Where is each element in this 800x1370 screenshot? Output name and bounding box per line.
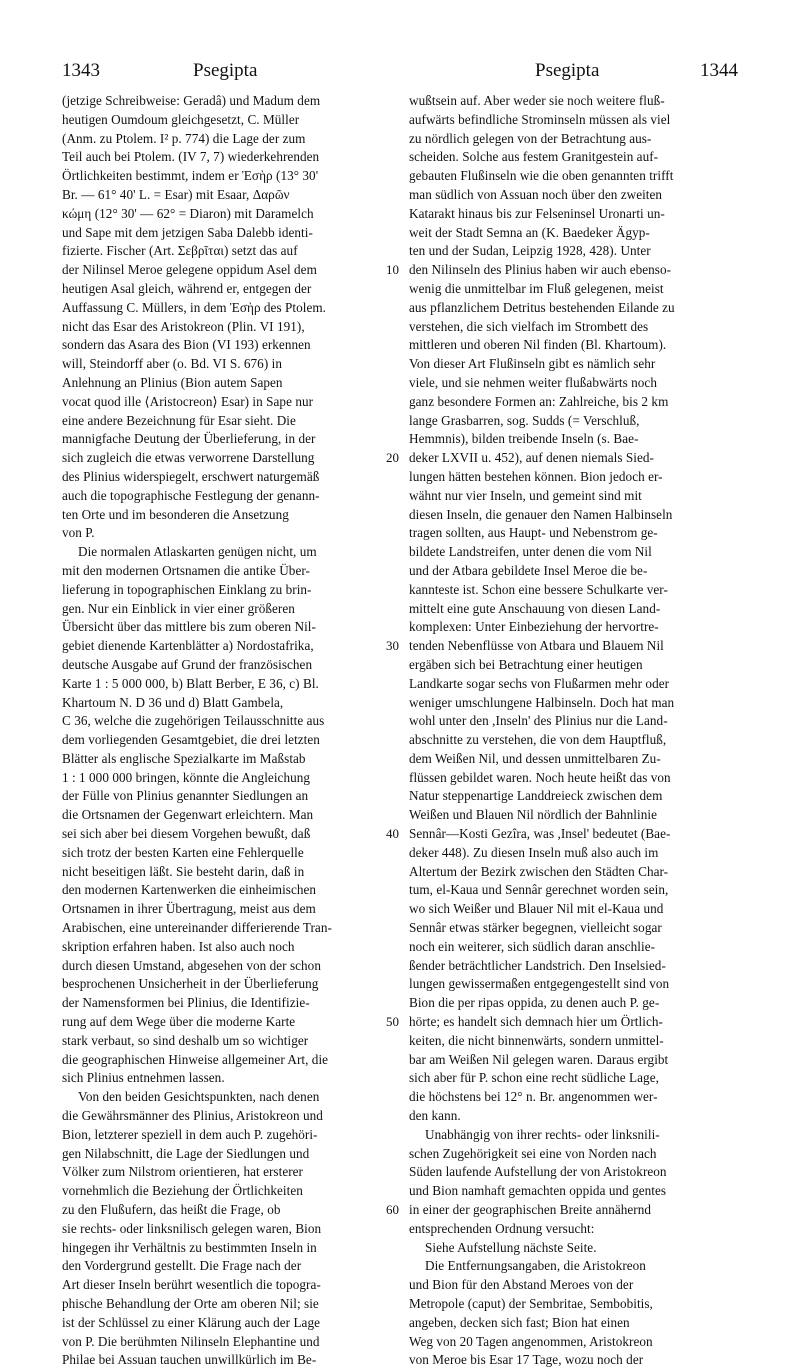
page-header — [62, 60, 738, 86]
text-line: nicht beseitigen läßt. Sie besteht darin, daß in — [62, 863, 305, 879]
text-line: der Namensformen bei Plinius, die Identifizie- — [62, 995, 310, 1011]
text-line: den kann. — [409, 1108, 461, 1124]
text-line: hörte; es handelt sich demnach hier um Örtlich- — [409, 1014, 663, 1030]
text-line: mannigfache Deutung der Überlieferung, in der — [62, 431, 316, 447]
left-running-title: Psegipta — [193, 60, 258, 81]
right-column-number: 1344 — [700, 60, 738, 81]
text-line: sich Plinius entnehmen lassen. — [62, 1070, 225, 1086]
text-line: Sennâr—Kosti Gezîra, was ,Insel' bedeutet (Bae- — [409, 826, 671, 842]
text-line: Metropole (caput) der Sembritae, Sembobitis, — [409, 1296, 653, 1311]
text-line: Übersicht über das mittlere bis zum oberen Nil- — [62, 619, 316, 635]
text-line: Landkarte sogar sechs von Flußarmen mehr oder — [409, 675, 670, 691]
text-line: sondern das Asara des Bion (VI 193) erkennen — [62, 337, 311, 353]
text-line: aufwärts befindliche Strominseln müssen als viel — [409, 111, 671, 127]
text-line: vocat quod ille ⟨Aristocreon⟩ Esar) in Sape nur — [62, 393, 314, 409]
text-line: nicht das Esar des Aristokreon (Plin. VI 191), — [62, 318, 305, 334]
text-line: Arabischen, eine untereinander differierende Tran- — [62, 920, 332, 936]
text-line: wo sich Weißer und Blauer Nil mit el-Kaua und — [409, 901, 664, 917]
text-line: sich aber für P. schon eine recht südliche Lage, — [409, 1070, 659, 1086]
text-line: die Ortsnamen der Gegenwart erleichtern. Man — [62, 807, 314, 823]
line-number: 30 — [386, 638, 399, 654]
text-line: (jetzige Schreibweise: Geradâ) und Madum dem — [62, 93, 321, 108]
text-line: 1 : 1 000 000 bringen, könnte die Angleichung — [62, 769, 311, 785]
text-line: eine andere Bezeichnung für Esar sieht. Die — [62, 412, 296, 428]
text-line: sich zugleich die etwas verworrene Darstellung — [62, 450, 315, 466]
text-line: den modernen Kartenwerken die einheimischen — [62, 882, 317, 898]
text-line: lungen gewissermaßen entgegengestellt sind von — [409, 976, 670, 992]
text-line: tum, el-Kaua und Sennâr gerechnet worden sein, — [409, 882, 669, 898]
text-line: ßender beträchtlicher Landstrich. Den Inselsied- — [409, 957, 666, 973]
text-line: gebauten Flußinseln wie die oben genannten trifft — [409, 168, 674, 184]
text-line: zu nördlich gelegen von der Betrachtung aus- — [409, 130, 652, 146]
text-line: bildete Landstreifen, unter denen die vom Nil — [409, 544, 652, 560]
text-line: gen. Nur ein Einblick in vier einer größeren — [62, 600, 295, 616]
text-line: von Meroe bis Esar 17 Tage, wozu noch der — [409, 1352, 644, 1368]
text-line: mit den modernen Ortsnamen die antike Über- — [62, 562, 310, 578]
text-line: deutsche Ausgabe auf Grund der französischen — [62, 656, 313, 672]
text-line: Katarakt hinaus bis zur Felseninsel Uronarti un- — [409, 205, 665, 221]
text-line: Philae bei Assuan tauchen unwillkürlich im Be- — [62, 1352, 317, 1368]
text-line: deker 448). Zu diesen Inseln muß also auch im — [409, 844, 659, 860]
text-line: verstehen, die sich vielfach im Strombett des — [409, 318, 649, 334]
text-line: mittelt eine gute Anschauung von diesen Land- — [409, 600, 661, 616]
text-line: Bion die per ripas oppida, zu denen auch P. ge- — [409, 995, 660, 1011]
text-line: des Plinius widerspiegelt, erschwert naturgemäß — [62, 468, 320, 484]
text-line: gebiet dienende Kartenblätter a) Nordostafrika, — [62, 638, 314, 654]
text-line: zu den Flußufern, das heißt die Frage, ob — [62, 1202, 281, 1218]
text-line: lieferung in topographischen Einklang zu brin- — [62, 581, 312, 597]
text-line: schen Zugehörigkeit sei eine von Norden nach — [409, 1145, 657, 1161]
text-line: wohl unter den ,Inseln' des Plinius nur die Land- — [409, 713, 668, 729]
text-line: der Nilinsel Meroe gelegene oppidum Asel dem — [62, 262, 317, 278]
text-line: noch ein weiterer, sich südlich daran anschlie- — [409, 938, 656, 954]
left-text-column — [62, 92, 380, 1370]
text-line: Natur steppenartige Landdreieck zwischen dem — [409, 788, 663, 804]
text-line: wußtsein auf. Aber weder sie noch weitere fluß- — [409, 93, 665, 108]
text-line: Siehe Aufstellung nächste Seite. — [425, 1239, 597, 1255]
text-line: Unabhängig von ihrer rechts- oder linksnili- — [425, 1126, 660, 1142]
text-line: (Anm. zu Ptolem. I² p. 774) die Lage der zum — [62, 130, 306, 146]
text-line: Die normalen Atlaskarten genügen nicht, um — [78, 544, 317, 560]
text-line: skription erfahren haben. Ist also auch noch — [62, 938, 295, 954]
text-line: Weißen und Blauen Nil nördlich der Bahnlinie — [409, 807, 657, 823]
text-line: komplexen: Unter Einbeziehung der hervortre- — [409, 619, 659, 635]
text-line: Örtlichkeiten bestimmt, indem er Ἐσὴρ (13° 30' — [62, 168, 319, 184]
text-line: viele, und sie nehmen weiter flußabwärts noch — [409, 374, 657, 390]
line-number: 50 — [386, 1014, 399, 1030]
text-line: sich trotz der besten Karten eine Fehlerquelle — [62, 844, 304, 860]
text-line: weit der Stadt Semna an (K. Baedeker Ägyp- — [409, 224, 650, 240]
text-line: mittleren und oberen Nil finden (Bl. Khartoum). — [409, 337, 667, 353]
text-line: scheiden. Solche aus festem Granitgestein auf- — [409, 149, 659, 165]
text-line: Br. — 61° 40' L. = Esar) mit Esaar, Δαρῶν — [62, 186, 290, 202]
text-line: keiten, die nicht binnenwärts, sondern unmittel- — [409, 1032, 664, 1048]
text-line: gen Nilabschnitt, die Lage der Siedlungen und — [62, 1145, 310, 1161]
text-line: und Bion namhaft gemachten oppida und gentes — [409, 1183, 667, 1199]
text-line: Altertum der Bezirk zwischen den Städten Char- — [409, 863, 669, 879]
text-line: rung auf dem Wege über die moderne Karte — [62, 1014, 296, 1030]
text-line: Khartoum N. D 36 und d) Blatt Gambela, — [62, 694, 284, 710]
text-line: dem Weißen Nil, und dessen unmittelbaren Zu- — [409, 750, 661, 766]
text-line: ten und der Sudan, Leipzig 1928, 428). Unter — [409, 243, 651, 259]
text-line: sie rechts- oder linksnilisch gelegen waren, Bion — [62, 1220, 322, 1236]
text-line: besprochenen Unsicherheit in der Überlieferung — [62, 976, 319, 992]
text-line: den Vordergrund gestellt. Die Frage nach der — [62, 1258, 302, 1274]
text-line: heutigen Asal gleich, während er, entgegen der — [62, 280, 312, 296]
text-line: wenig die unmittelbar im Fluß gelegenen, meist — [409, 280, 664, 296]
text-line: stark verbaut, so sind deshalb um so wichtiger — [62, 1032, 309, 1048]
text-line: ergäben sich bei Betrachtung einer heutigen — [409, 656, 643, 672]
text-line: durch diesen Umstand, abgesehen von der schon — [62, 957, 321, 973]
text-line: Weg von 20 Tagen angenommen, Aristokreon — [409, 1333, 653, 1349]
line-number: 10 — [386, 262, 399, 278]
text-line: dem vorliegenden Gesamtgebiet, die drei letzten — [62, 732, 320, 748]
text-line: angeben, decken sich fast; Bion hat einen — [409, 1314, 630, 1330]
text-line: Hemmnis), bilden treibende Inseln (s. Bae- — [409, 431, 639, 447]
text-line: Teil auch bei Ptolem. (IV 7, 7) wiederkehrenden — [62, 149, 320, 165]
text-line: auch die topographische Festlegung der genann- — [62, 487, 320, 503]
text-line: die geographischen Hinweise allgemeiner Art, die — [62, 1051, 329, 1067]
text-line: und Sape mit dem jetzigen Saba Dalebb identi- — [62, 224, 313, 240]
right-text-column — [409, 92, 727, 1370]
text-line: Anlehnung an Plinius (Bion autem Sapen — [62, 374, 283, 390]
text-line: κώμη (12° 30' — 62° = Diaron) mit Daramelch — [62, 205, 314, 221]
text-line: kannteste ist. Schon eine bessere Schulkarte ver- — [409, 581, 668, 597]
text-line: Von den beiden Gesichtspunkten, nach denen — [78, 1089, 320, 1105]
text-line: in einer der geographischen Breite annähernd — [409, 1202, 652, 1218]
text-line: weniger umschlungene Halbinseln. Doch hat man — [409, 694, 675, 710]
text-line: die höchstens bei 12° n. Br. angenommen wer- — [409, 1089, 658, 1105]
text-line: abschnitte zu verstehen, die von dem Hauptfluß, — [409, 732, 667, 748]
text-line: entsprechenden Ordnung versucht: — [409, 1220, 595, 1236]
text-line: Karte 1 : 5 000 000, b) Blatt Berber, E 36, c) Bl. — [62, 675, 319, 691]
text-line: von P. — [62, 525, 95, 541]
text-line: Blätter als englische Spezialkarte im Maßstab — [62, 750, 306, 766]
text-line: vornehmlich die Beziehung der Örtlichkeiten — [62, 1183, 303, 1199]
text-line: deker LXVII u. 452), auf denen niemals Sied- — [409, 450, 654, 466]
text-line: man südlich von Assuan noch über den zweiten — [409, 186, 663, 202]
text-line: Ortsnamen in ihrer Übertragung, meist aus dem — [62, 901, 316, 917]
text-line: heutigen Oumdoum gleichgesetzt, C. Müller — [62, 111, 300, 127]
line-number: 40 — [386, 826, 399, 842]
text-line: Die Entfernungsangaben, die Aristokreon — [425, 1258, 646, 1274]
text-line: ist der Schlüssel zu einer Klärung auch der Lage — [62, 1314, 320, 1330]
text-line: die Gewährsmänner des Plinius, Aristokreon und — [62, 1108, 323, 1124]
left-column-number: 1343 — [62, 60, 100, 81]
text-line: tragen sollten, aus Haupt- und Nebenstrom ge- — [409, 525, 658, 541]
text-line: flüssen gebildet waren. Noch heute heißt das von — [409, 769, 671, 785]
text-line: lange Grasbarren, sog. Sudds (= Verschluß, — [409, 412, 640, 428]
text-line: tenden Nebenflüsse von Atbara und Blauem Nil — [409, 638, 664, 654]
text-line: von P. Die berühmten Nilinseln Elephantine und — [62, 1333, 320, 1349]
text-line: und Bion für den Abstand Meroes von der — [409, 1277, 634, 1293]
text-line: wähnt nur vier Inseln, und gemeint sind mit — [409, 487, 642, 503]
text-line: der Fülle von Plinius genannter Siedlungen an — [62, 788, 309, 804]
text-line: Völker zum Nilstrom orientieren, hat ersterer — [62, 1164, 304, 1180]
text-line: diesen Inseln, die genauer den Namen Halbinseln — [409, 506, 673, 522]
text-line: hingegen ihr Verhältnis zu bestimmten Inseln in — [62, 1239, 317, 1255]
text-line: phische Behandlung der Orte am oberen Nil; sie — [62, 1296, 319, 1311]
text-line: und der Atbara gebildete Insel Meroe die be- — [409, 562, 648, 578]
right-running-title: Psegipta — [535, 60, 600, 81]
text-line: C 36, welche die zugehörigen Teilausschnitte aus — [62, 713, 325, 729]
text-line: Auffassung C. Müllers, in dem Ἐσὴρ des Ptolem. — [62, 299, 327, 315]
text-line: bar am Weißen Nil gelegen waren. Daraus ergibt — [409, 1051, 669, 1067]
text-line: Von dieser Art Flußinseln gibt es nämlich sehr — [409, 356, 656, 372]
text-line: sei sich aber bei diesem Vorgehen bewußt, daß — [62, 826, 311, 842]
text-line: den Nilinseln des Plinius haben wir auch ebenso- — [409, 262, 672, 278]
text-line: ten Orte und im besonderen die Ansetzung — [62, 506, 289, 522]
text-line: lungen hätten bestehen können. Bion jedoch er- — [409, 468, 663, 484]
text-line: fizierte. Fischer (Art. Σεβρῖται) setzt das auf — [62, 243, 298, 259]
text-line: ganz besondere Formen an: Zahlreiche, bis 2 km — [409, 393, 669, 409]
text-line: Süden laufende Aufstellung der von Aristokreon — [409, 1164, 667, 1180]
line-number: 60 — [386, 1202, 399, 1218]
text-line: will, Steindorff aber (o. Bd. VI S. 676) in — [62, 356, 282, 372]
text-line: Bion, letzterer speziell in dem auch P. zugehöri- — [62, 1126, 318, 1142]
text-line: Sennâr etwas stärker begegnen, vielleicht sogar — [409, 920, 662, 936]
text-line: aus pflanzlichem Detritus bestehenden Eilande zu — [409, 299, 675, 315]
text-line: Art dieser Inseln berührt wesentlich die topogra- — [62, 1277, 321, 1293]
line-number: 20 — [386, 450, 399, 466]
